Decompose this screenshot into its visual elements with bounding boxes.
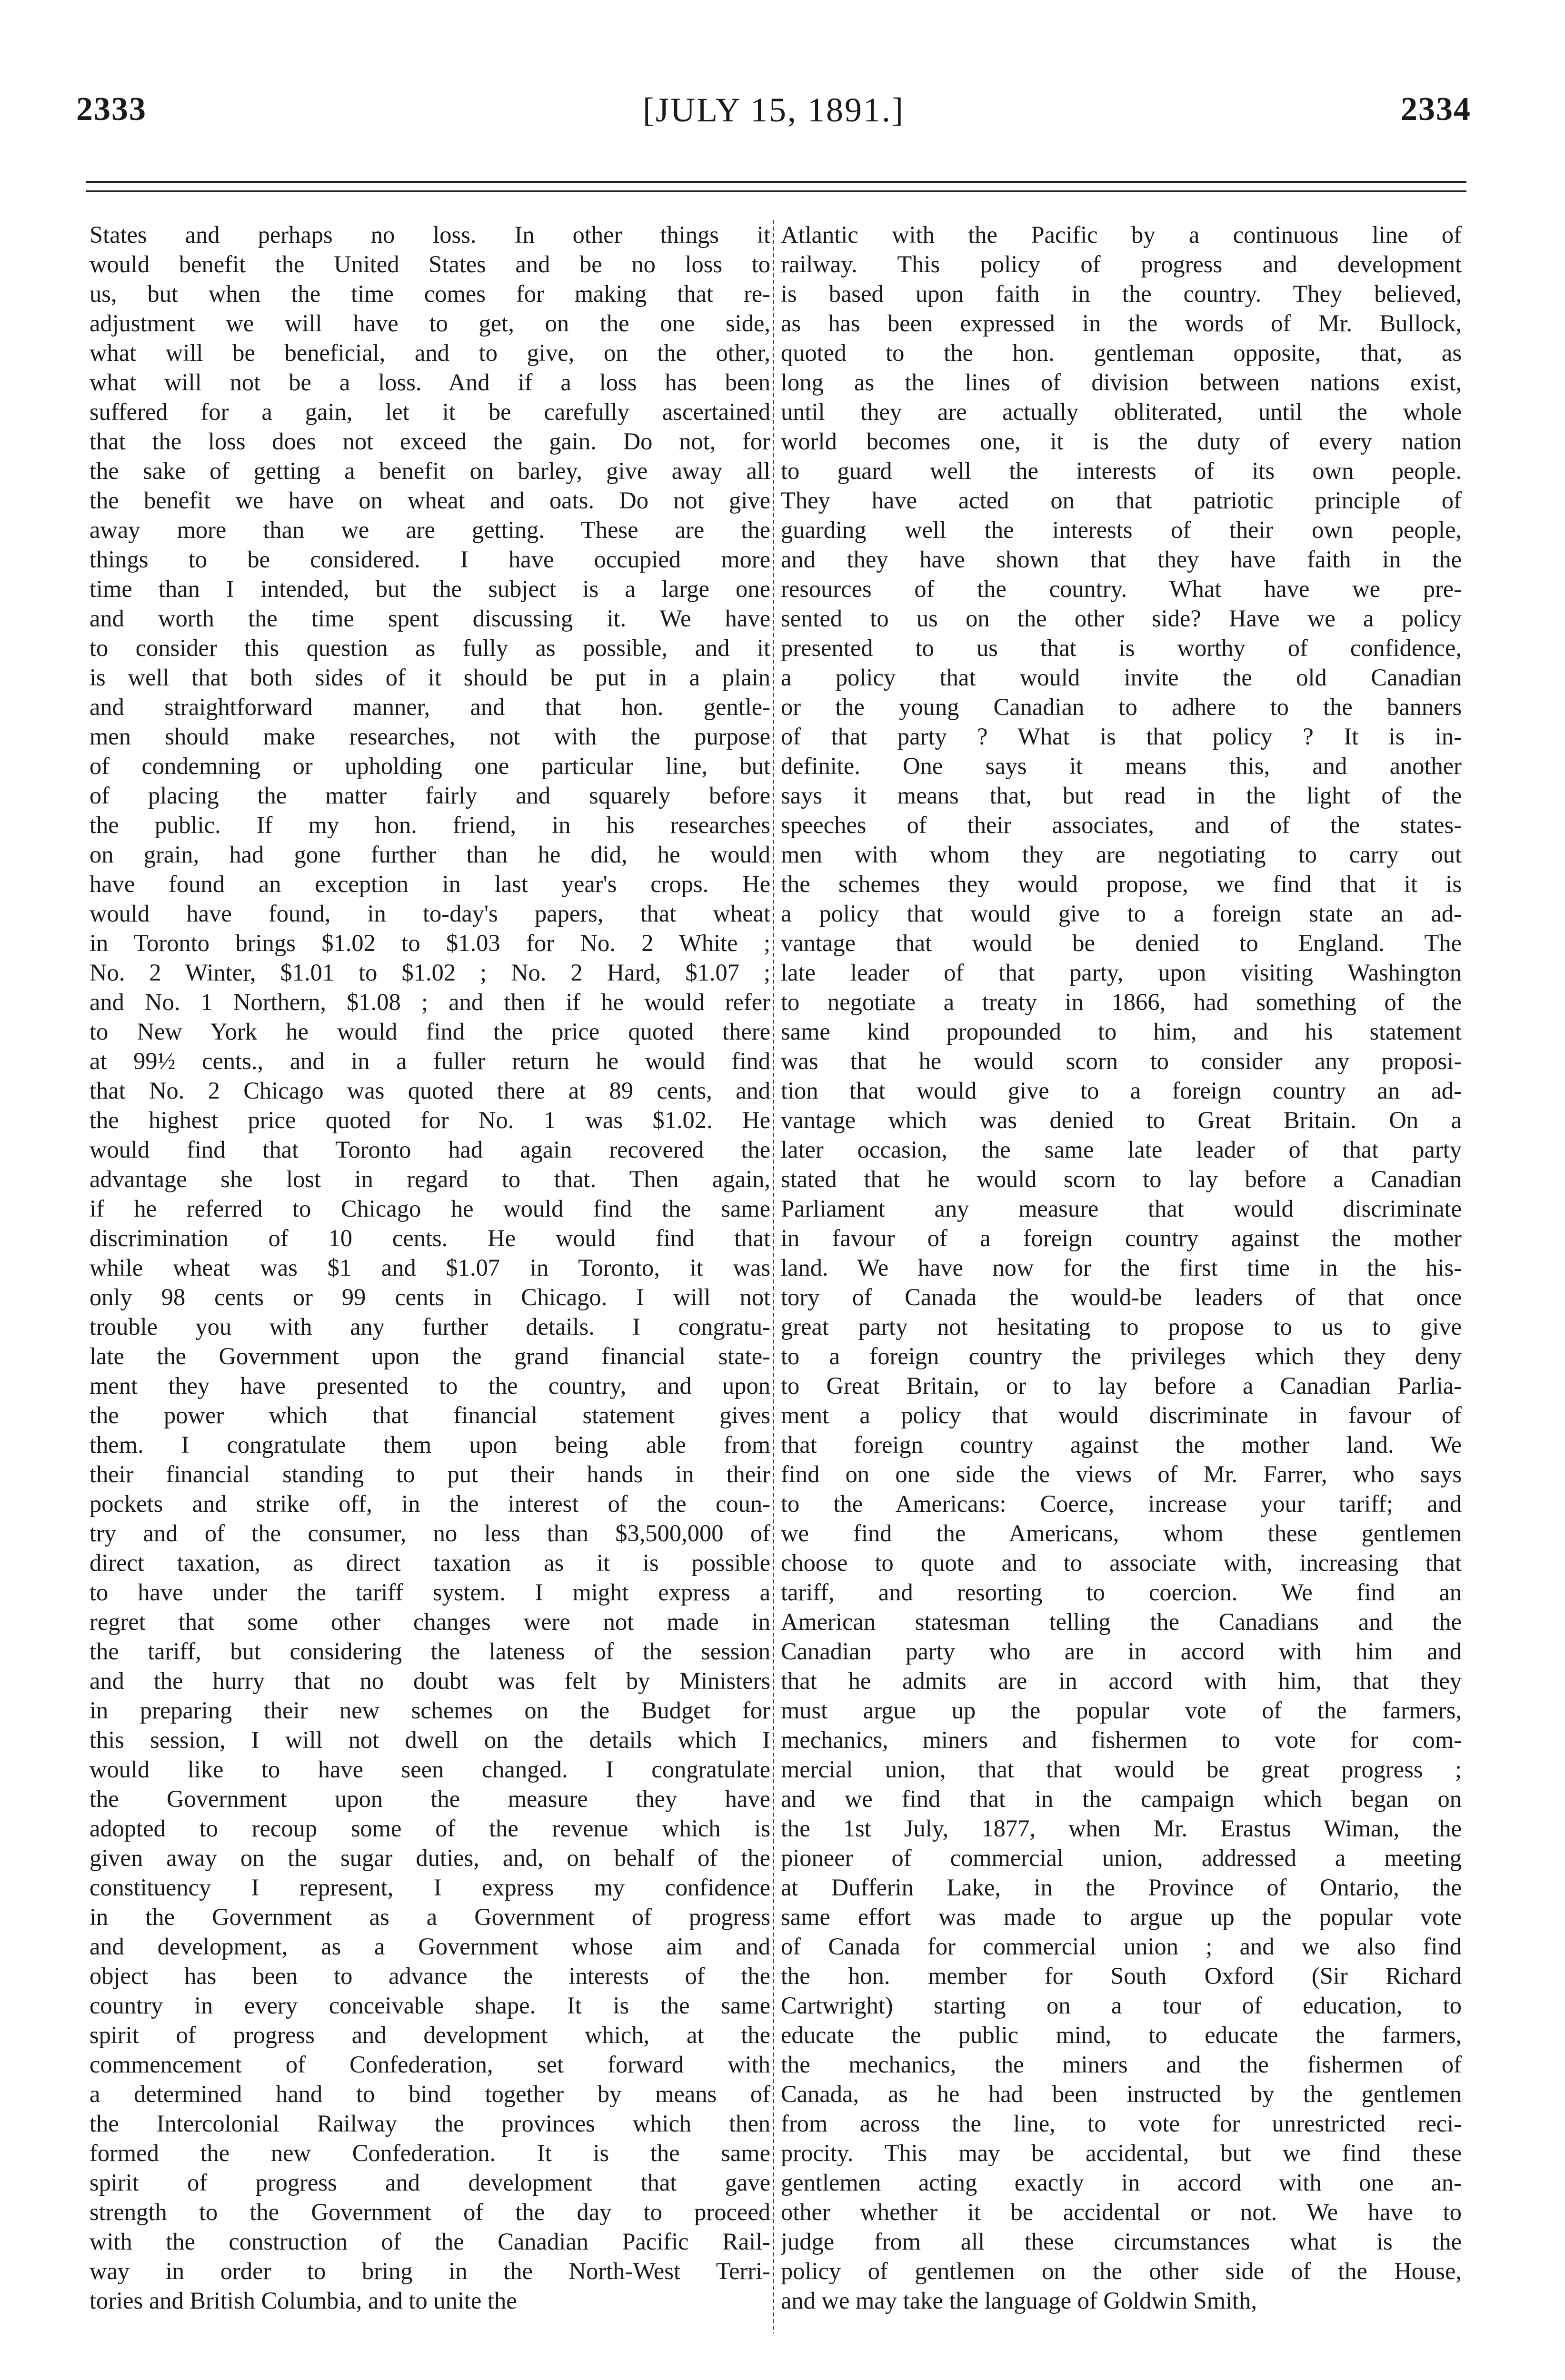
text-line: Atlantic with the Pacific by a continuous line of bbox=[781, 221, 1462, 248]
text-line: or the young Canadian to adhere to the banners bbox=[781, 694, 1462, 720]
text-line: what will not be a loss. And if a loss has been bbox=[90, 369, 770, 396]
text-line: as has been expressed in the words of Mr. Bullock, bbox=[781, 310, 1462, 337]
text-line: judge from all these circumstances what is the bbox=[781, 2228, 1462, 2255]
text-line: given away on the sugar duties, and, on behalf of the bbox=[90, 1844, 770, 1871]
text-line: Parliament any measure that would discriminate bbox=[781, 1195, 1462, 1222]
text-line: policy of gentlemen on the other side of the House, bbox=[781, 2258, 1462, 2284]
text-line: land. We have now for the first time in the his- bbox=[781, 1254, 1462, 1281]
column-divider bbox=[773, 220, 774, 2333]
text-line: that No. 2 Chicago was quoted there at 89 cents, and bbox=[90, 1077, 770, 1104]
text-line: is well that both sides of it should be put in a plain bbox=[90, 664, 770, 691]
text-line: to negotiate a treaty in 1866, had something of the bbox=[781, 989, 1462, 1015]
text-line: same kind propounded to him, and his statement bbox=[781, 1018, 1462, 1045]
text-line: if he referred to Chicago he would find the same bbox=[90, 1195, 770, 1222]
text-line: guarding well the interests of their own people, bbox=[781, 516, 1462, 543]
text-line: the 1st July, 1877, when Mr. Erastus Wiman, the bbox=[781, 1815, 1462, 1842]
text-line: to New York he would find the price quoted there bbox=[90, 1018, 770, 1045]
text-line: to consider this question as fully as possible, and it bbox=[90, 635, 770, 661]
text-line: until they are actually obliterated, until the whole bbox=[781, 398, 1462, 425]
text-line: with the construction of the Canadian Pacific Rail- bbox=[90, 2228, 770, 2255]
text-line: mercial union, that that would be great progress ; bbox=[781, 1756, 1462, 1783]
text-line: tories and British Columbia, and to unite the bbox=[90, 2287, 517, 2314]
text-column-left bbox=[90, 220, 770, 2315]
text-line: definite. One says it means this, and another bbox=[781, 753, 1462, 779]
text-line: that he admits are in accord with him, that they bbox=[781, 1667, 1462, 1694]
text-line: their financial standing to put their hands in their bbox=[90, 1461, 770, 1488]
text-line: American statesman telling the Canadians and the bbox=[781, 1608, 1462, 1635]
text-line: to a foreign country the privileges which they deny bbox=[781, 1343, 1462, 1369]
text-line: only 98 cents or 99 cents in Chicago. I will not bbox=[90, 1284, 770, 1310]
text-line: presented to us that is worthy of confidence, bbox=[781, 635, 1462, 661]
text-line: suffered for a gain, let it be carefully ascertained bbox=[90, 398, 770, 425]
text-line: choose to quote and to associate with, increasing that bbox=[781, 1549, 1462, 1576]
text-line: later occasion, the same late leader of that party bbox=[781, 1136, 1462, 1163]
text-line: world becomes one, it is the duty of every nation bbox=[781, 428, 1462, 455]
text-line: the highest price quoted for No. 1 was $1.02. He bbox=[90, 1107, 770, 1133]
text-line: would benefit the United States and be no loss to bbox=[90, 251, 770, 278]
text-line: discrimination of 10 cents. He would find that bbox=[90, 1225, 770, 1251]
text-line: the hon. member for South Oxford (Sir Richard bbox=[781, 1963, 1462, 1989]
text-line: States and perhaps no loss. In other things it bbox=[90, 221, 770, 248]
text-line: in favour of a foreign country against the mother bbox=[781, 1225, 1462, 1251]
page-header bbox=[76, 90, 1471, 152]
text-line: resources of the country. What have we pre- bbox=[781, 575, 1462, 602]
text-line: of Canada for commercial union ; and we also find bbox=[781, 1933, 1462, 1960]
text-line: us, but when the time comes for making that re- bbox=[90, 280, 770, 307]
text-line: is based upon faith in the country. They believed, bbox=[781, 280, 1462, 307]
text-line: commencement of Confederation, set forward with bbox=[90, 2051, 770, 2078]
text-line: in preparing their new schemes on the Budget for bbox=[90, 1697, 770, 1724]
text-line: and we may take the language of Goldwin Smith, bbox=[781, 2287, 1257, 2314]
text-line: and No. 1 Northern, $1.08 ; and then if he would refer bbox=[90, 989, 770, 1015]
text-line: find on one side the views of Mr. Farrer, who says bbox=[781, 1461, 1462, 1488]
text-line: strength to the Government of the day to proceed bbox=[90, 2199, 770, 2225]
text-line: late leader of that party, upon visiting Washington bbox=[781, 959, 1462, 986]
text-line: on grain, had gone further than he did, he would bbox=[90, 841, 770, 868]
text-line: gentlemen acting exactly in accord with one an- bbox=[781, 2169, 1462, 2196]
header-rule-thick bbox=[86, 181, 1466, 183]
text-line: No. 2 Winter, $1.01 to $1.02 ; No. 2 Hard, $1.07 ; bbox=[90, 959, 770, 986]
text-line: the power which that financial statement gives bbox=[90, 1402, 770, 1428]
text-line: them. I congratulate them upon being able from bbox=[90, 1431, 770, 1458]
text-line: trouble you with any further details. I congratu- bbox=[90, 1313, 770, 1340]
text-line: of that party ? What is that policy ? It is in- bbox=[781, 723, 1462, 750]
text-line: tariff, and resorting to coercion. We find an bbox=[781, 1579, 1462, 1606]
text-line: ment they have presented to the country, and upon bbox=[90, 1372, 770, 1399]
page-number-left: 2333 bbox=[76, 91, 147, 128]
text-line: and worth the time spent discussing it. We have bbox=[90, 605, 770, 632]
text-line: the public. If my hon. friend, in his researches bbox=[90, 812, 770, 838]
text-line: the benefit we have on wheat and oats. Do not give bbox=[90, 487, 770, 514]
text-line: to Great Britain, or to lay before a Canadian Parlia- bbox=[781, 1372, 1462, 1399]
text-line: regret that some other changes were not made in bbox=[90, 1608, 770, 1635]
text-line: other whether it be accidental or not. We have to bbox=[781, 2199, 1462, 2225]
text-line: formed the new Confederation. It is the same bbox=[90, 2140, 770, 2166]
text-line: tion that would give to a foreign country an ad- bbox=[781, 1077, 1462, 1104]
text-line: and straightforward manner, and that hon. gentle- bbox=[90, 694, 770, 720]
text-line: the Intercolonial Railway the provinces which then bbox=[90, 2110, 770, 2137]
text-line: direct taxation, as direct taxation as it is possible bbox=[90, 1549, 770, 1576]
text-line: the sake of getting a benefit on barley, give away all bbox=[90, 457, 770, 484]
text-line: time than I intended, but the subject is a large one bbox=[90, 575, 770, 602]
text-line: was that he would scorn to consider any proposi- bbox=[781, 1048, 1462, 1074]
text-line: from across the line, to vote for unrestricted reci- bbox=[781, 2110, 1462, 2137]
text-line: what will be beneficial, and to give, on the other, bbox=[90, 339, 770, 366]
text-line: Cartwright) starting on a tour of education, to bbox=[781, 1992, 1462, 2019]
text-line: to have under the tariff system. I might express a bbox=[90, 1579, 770, 1606]
text-line: and we find that in the campaign which began on bbox=[781, 1785, 1462, 1812]
text-line: men should make researches, not with the purpose bbox=[90, 723, 770, 750]
text-line: men with whom they are negotiating to carry out bbox=[781, 841, 1462, 868]
text-line: quoted to the hon. gentleman opposite, that, as bbox=[781, 339, 1462, 366]
text-line: adopted to recoup some of the revenue which is bbox=[90, 1815, 770, 1842]
text-line: a determined hand to bind together by means of bbox=[90, 2081, 770, 2107]
text-line: that the loss does not exceed the gain. Do not, for bbox=[90, 428, 770, 455]
text-line: adjustment we will have to get, on the one side, bbox=[90, 310, 770, 337]
text-line: pockets and strike off, in the interest of the coun- bbox=[90, 1490, 770, 1517]
text-line: educate the public mind, to educate the farmers, bbox=[781, 2022, 1462, 2048]
text-line: in Toronto brings $1.02 to $1.03 for No. 2 White ; bbox=[90, 930, 770, 956]
text-line: way in order to bring in the North-West Terri- bbox=[90, 2258, 770, 2284]
text-line: sented to us on the other side? Have we a policy bbox=[781, 605, 1462, 632]
text-line: at Dufferin Lake, in the Province of Ontario, the bbox=[781, 1874, 1462, 1901]
text-line: a policy that would give to a foreign state an ad- bbox=[781, 900, 1462, 927]
text-line: would have found, in to-day's papers, that wheat bbox=[90, 900, 770, 927]
text-line: ment a policy that would discriminate in favour of bbox=[781, 1402, 1462, 1428]
text-line: and the hurry that no doubt was felt by Ministers bbox=[90, 1667, 770, 1694]
text-line: away more than we are getting. These are the bbox=[90, 516, 770, 543]
text-line: to guard well the interests of its own people. bbox=[781, 457, 1462, 484]
text-line: great party not hesitating to propose to us to give bbox=[781, 1313, 1462, 1340]
text-line: and they have shown that they have faith in the bbox=[781, 546, 1462, 573]
text-line: spirit of progress and development that gave bbox=[90, 2169, 770, 2196]
text-line: railway. This policy of progress and development bbox=[781, 251, 1462, 278]
text-line: Canada, as he had been instructed by the gentlemen bbox=[781, 2081, 1462, 2107]
header-rule-thin bbox=[86, 190, 1466, 192]
text-line: tory of Canada the would-be leaders of that once bbox=[781, 1284, 1462, 1310]
text-line: a policy that would invite the old Canadian bbox=[781, 664, 1462, 691]
text-line: that foreign country against the mother land. We bbox=[781, 1431, 1462, 1458]
text-line: spirit of progress and development which, at the bbox=[90, 2022, 770, 2048]
text-line: the tariff, but considering the lateness of the session bbox=[90, 1638, 770, 1665]
text-line: They have acted on that patriotic principle of bbox=[781, 487, 1462, 514]
text-line: says it means that, but read in the light of the bbox=[781, 782, 1462, 809]
text-line: must argue up the popular vote of the farmers, bbox=[781, 1697, 1462, 1724]
text-line: would like to have seen changed. I congratulate bbox=[90, 1756, 770, 1783]
text-line: pioneer of commercial union, addressed a meeting bbox=[781, 1844, 1462, 1871]
text-line: vantage that would be denied to England. The bbox=[781, 930, 1462, 956]
text-column-right bbox=[781, 220, 1462, 2315]
text-line: of placing the matter fairly and squarely before bbox=[90, 782, 770, 809]
text-line: stated that he would scorn to lay before a Canadian bbox=[781, 1166, 1462, 1192]
page-number-right: 2334 bbox=[1401, 91, 1471, 128]
header-date: [JULY 15, 1891.] bbox=[642, 91, 905, 129]
text-line: to the Americans: Coerce, increase your tariff; and bbox=[781, 1490, 1462, 1517]
text-line: procity. This may be accidental, but we find these bbox=[781, 2140, 1462, 2166]
text-line: we find the Americans, whom these gentlemen bbox=[781, 1520, 1462, 1547]
text-line: try and of the consumer, no less than $3,500,000 of bbox=[90, 1520, 770, 1547]
text-line: object has been to advance the interests of the bbox=[90, 1963, 770, 1989]
text-line: the mechanics, the miners and the fishermen of bbox=[781, 2051, 1462, 2078]
text-line: country in every conceivable shape. It is the same bbox=[90, 1992, 770, 2019]
text-line: this session, I will not dwell on the details which I bbox=[90, 1726, 770, 1753]
text-line: while wheat was $1 and $1.07 in Toronto, it was bbox=[90, 1254, 770, 1281]
text-line: late the Government upon the grand financial state- bbox=[90, 1343, 770, 1369]
text-line: at 99½ cents., and in a fuller return he would find bbox=[90, 1048, 770, 1074]
text-line: and development, as a Government whose aim and bbox=[90, 1933, 770, 1960]
text-line: advantage she lost in regard to that. Then again, bbox=[90, 1166, 770, 1192]
text-line: have found an exception in last year's crops. He bbox=[90, 871, 770, 897]
text-line: vantage which was denied to Great Britain. On a bbox=[781, 1107, 1462, 1133]
text-line: mechanics, miners and fishermen to vote for com- bbox=[781, 1726, 1462, 1753]
text-line: things to be considered. I have occupied more bbox=[90, 546, 770, 573]
text-line: would find that Toronto had again recovered the bbox=[90, 1136, 770, 1163]
text-line: of condemning or upholding one particular line, but bbox=[90, 753, 770, 779]
text-line: Canadian party who are in accord with him and bbox=[781, 1638, 1462, 1665]
text-line: the schemes they would propose, we find that it is bbox=[781, 871, 1462, 897]
text-line: the Government upon the measure they have bbox=[90, 1785, 770, 1812]
text-line: constituency I represent, I express my confidence bbox=[90, 1874, 770, 1901]
text-line: in the Government as a Government of progress bbox=[90, 1904, 770, 1930]
text-line: same effort was made to argue up the popular vote bbox=[781, 1904, 1462, 1930]
text-line: long as the lines of division between nations exist, bbox=[781, 369, 1462, 396]
text-line: speeches of their associates, and of the states- bbox=[781, 812, 1462, 838]
